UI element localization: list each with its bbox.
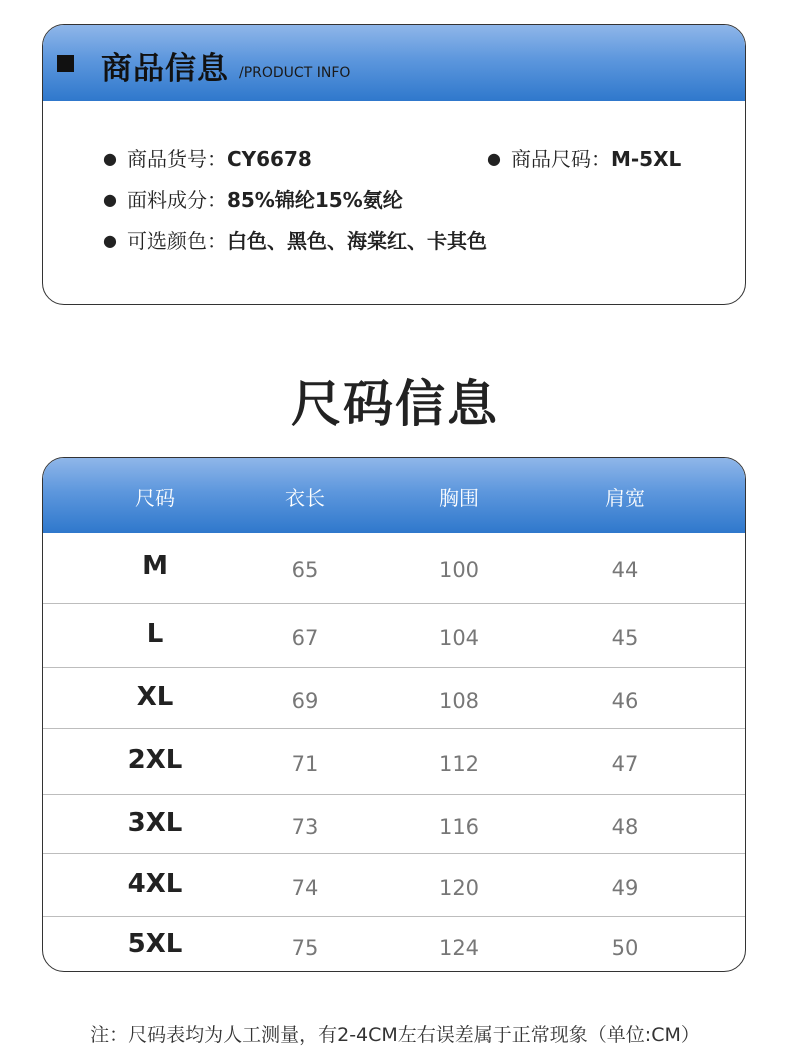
shoulder-cell: 46 (611, 688, 639, 713)
product-info-card (42, 24, 746, 305)
chest-cell: 104 (438, 626, 480, 650)
fabric-label: 面料成分： (126, 188, 227, 212)
size-table-header (43, 458, 745, 533)
column-header-length: 衣长 (285, 486, 325, 510)
column-header-size: 尺码 (135, 486, 175, 510)
bullet-icon: ● (103, 231, 117, 250)
size-cell: XL (136, 681, 174, 712)
table-row (43, 916, 745, 972)
chest-cell: 100 (438, 558, 480, 582)
table-row (43, 853, 745, 916)
size-info-heading: 尺码信息 (291, 375, 499, 433)
size-table (42, 457, 746, 972)
square-icon (57, 55, 74, 72)
table-row (43, 603, 745, 667)
shoulder-cell: 44 (611, 558, 639, 582)
fabric-row (103, 184, 403, 213)
bullet-icon: ● (487, 149, 501, 168)
size-cell: 5XL (127, 928, 183, 959)
fabric-value: 85%锦纶15%氨纶 (226, 188, 403, 212)
length-cell: 73 (291, 814, 319, 839)
table-row (43, 533, 745, 603)
size-range-row (487, 143, 681, 172)
length-cell: 67 (291, 626, 319, 650)
size-cell: 2XL (127, 745, 183, 775)
color-row (103, 225, 487, 254)
length-cell: 74 (291, 875, 319, 900)
item-number-value: CY6678 (226, 147, 312, 171)
size-cell: M (142, 551, 168, 581)
chest-cell: 124 (438, 935, 480, 960)
size-range-label: 商品尺码： (510, 147, 611, 171)
column-header-chest: 胸围 (439, 486, 479, 510)
size-cell: 4XL (127, 868, 183, 899)
color-value: 白色、黑色、海棠红、卡其色 (226, 229, 487, 253)
bullet-icon: ● (103, 190, 117, 209)
item-number-label: 商品货号： (126, 147, 227, 171)
length-cell: 65 (291, 558, 319, 582)
bullet-icon: ● (103, 149, 117, 168)
shoulder-cell: 45 (611, 626, 639, 650)
size-range-value: M-5XL (610, 147, 682, 171)
table-row (43, 667, 745, 728)
chest-cell: 112 (438, 752, 480, 776)
table-row (43, 728, 745, 794)
item-number-row (103, 143, 312, 172)
shoulder-cell: 48 (611, 814, 639, 839)
product-info-subtitle: /PRODUCT INFO (239, 65, 351, 81)
table-row (43, 794, 745, 853)
product-info-header (43, 25, 745, 101)
shoulder-cell: 50 (611, 935, 639, 960)
measurement-footnote: 注：尺码表均为人工测量，有2-4CM左右误差属于正常现象（单位:CM） (90, 1024, 700, 1046)
column-header-shoulder: 肩宽 (605, 486, 645, 510)
shoulder-cell: 49 (611, 875, 639, 900)
size-cell: 3XL (127, 807, 183, 838)
product-info-title: 商品信息 (101, 51, 229, 87)
length-cell: 75 (291, 935, 319, 960)
size-cell: L (146, 619, 164, 649)
length-cell: 71 (291, 752, 319, 776)
length-cell: 69 (291, 688, 319, 713)
chest-cell: 108 (438, 688, 480, 713)
shoulder-cell: 47 (611, 752, 639, 776)
chest-cell: 120 (438, 875, 480, 900)
color-label: 可选颜色： (126, 229, 227, 253)
chest-cell: 116 (438, 814, 480, 839)
